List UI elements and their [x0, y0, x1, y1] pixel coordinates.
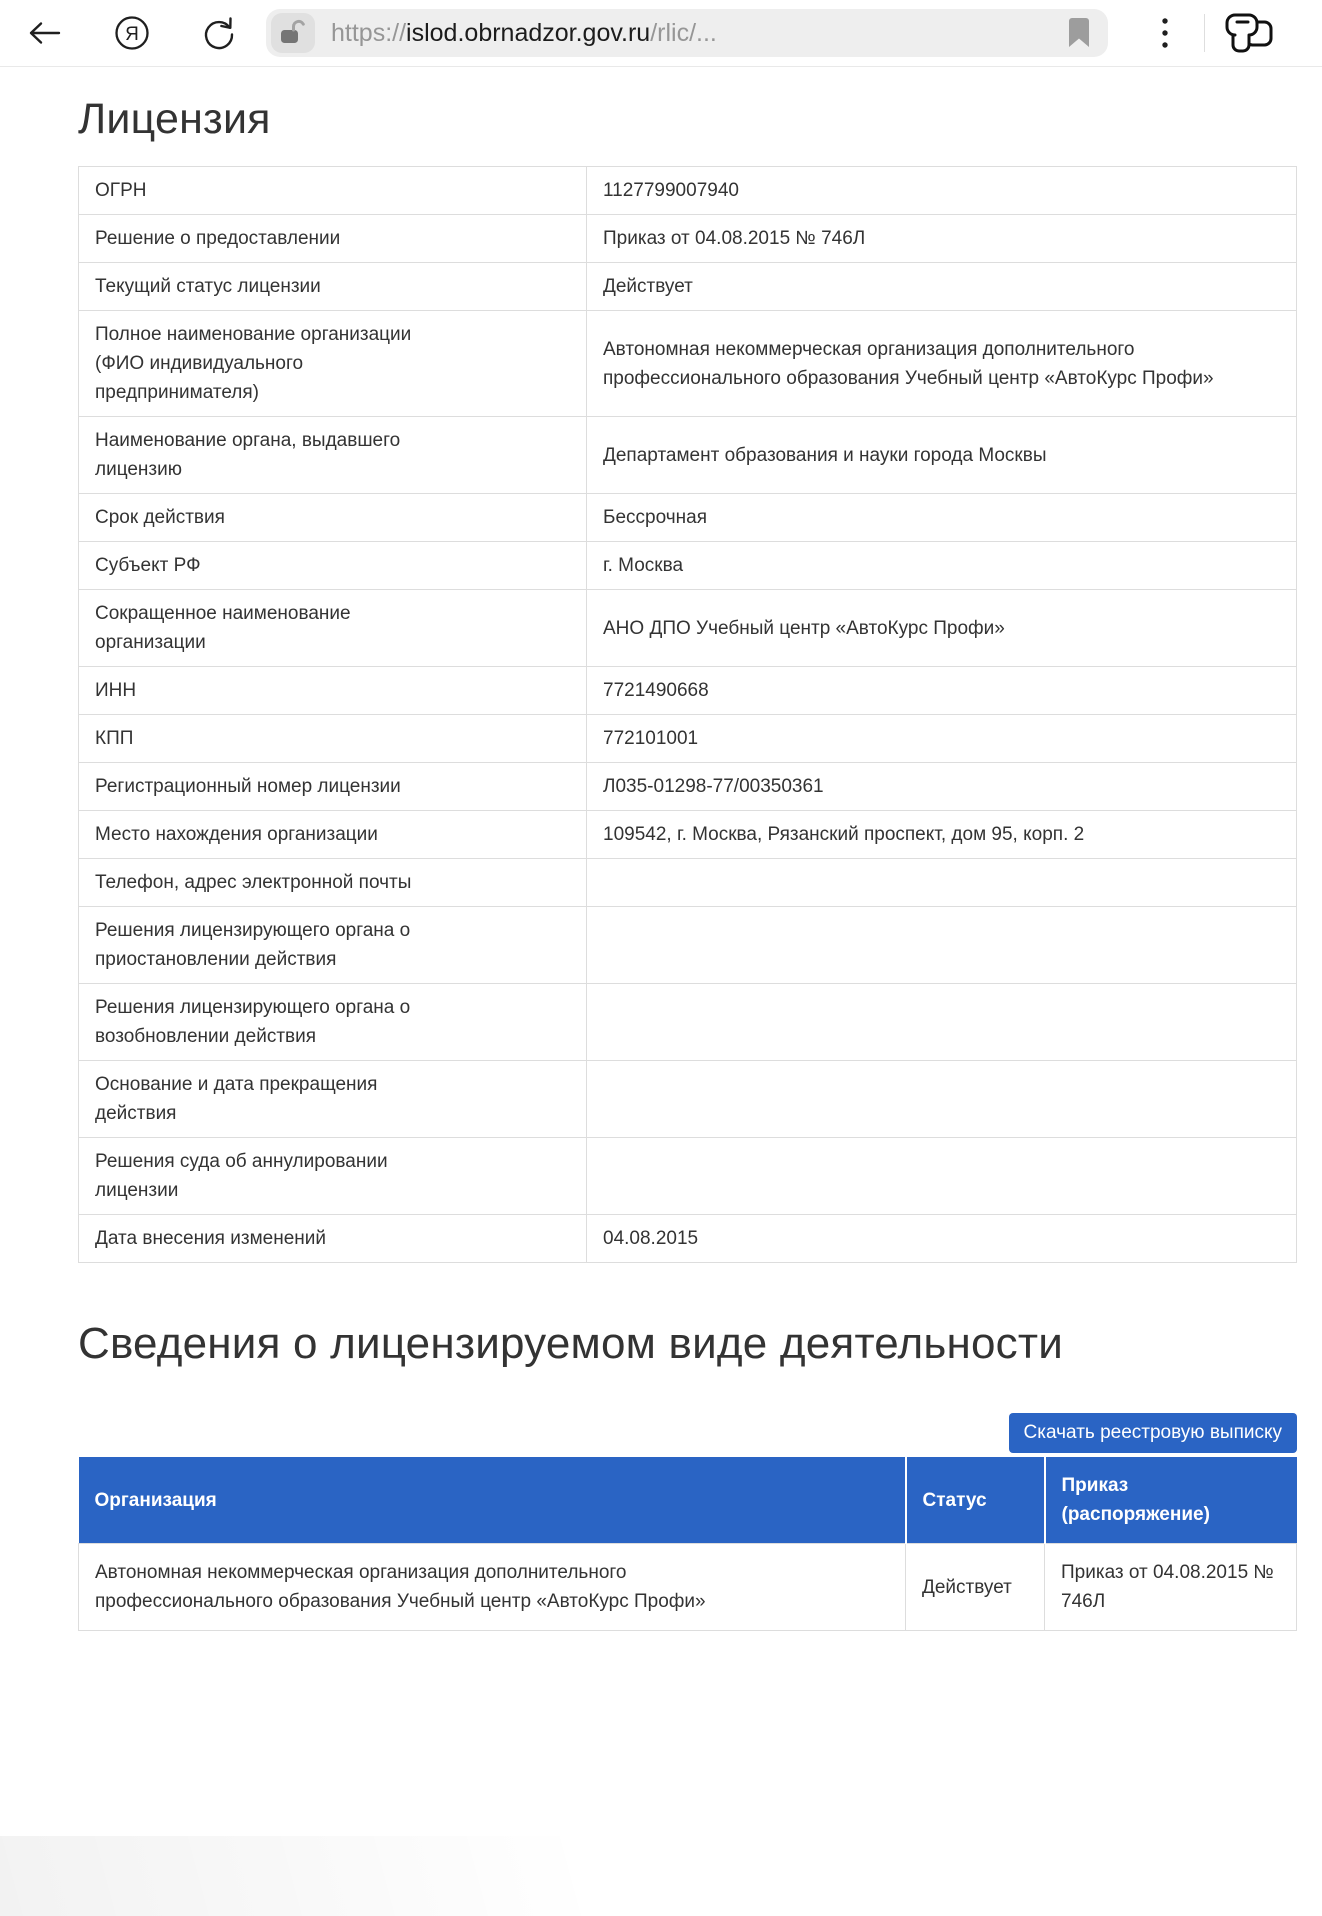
table-row	[79, 167, 1297, 215]
page-bottom-shade	[0, 1836, 1322, 1916]
kebab-menu-icon	[1160, 16, 1170, 50]
browser-toolbar	[0, 0, 1322, 67]
field-label: Срок действия	[79, 494, 587, 542]
tabs-icon	[1223, 11, 1275, 55]
registry-status-cell: Действует	[906, 1544, 1045, 1631]
page-title: Лицензия	[78, 95, 271, 143]
download-registry-extract-button[interactable]: Скачать реестровую выписку	[1009, 1413, 1297, 1453]
table-row	[79, 763, 1297, 811]
column-header-status: Статус	[906, 1457, 1045, 1544]
tabs-button[interactable]	[1221, 9, 1277, 57]
column-header-order: Приказ (распоряжение)	[1045, 1457, 1297, 1544]
field-label: Дата внесения изменений	[79, 1215, 587, 1263]
field-value: Автономная некоммерческая организация дополнительного профессионального образования Учебный центр «АвтоКурс Профи»	[587, 311, 1297, 417]
field-value	[587, 1061, 1297, 1138]
field-value: 1127799007940	[587, 167, 1297, 215]
field-label: ИНН	[79, 667, 587, 715]
url-host: islod.obrnadzor.gov.ru	[406, 18, 651, 47]
field-value	[587, 859, 1297, 907]
field-value: Л035-01298-77/00350361	[587, 763, 1297, 811]
field-label: Текущий статус лицензии	[79, 263, 587, 311]
table-row	[79, 907, 1297, 984]
field-value: АНО ДПО Учебный центр «АвтоКурс Профи»	[587, 590, 1297, 667]
field-value: 7721490668	[587, 667, 1297, 715]
field-label: Сокращенное наименование организации	[79, 590, 587, 667]
site-security-badge[interactable]	[271, 13, 315, 53]
registry-organization-cell: Автономная некоммерческая организация дополнительного профессионального образования Учебный центр «АвтоКурс Профи»	[79, 1544, 906, 1631]
back-button[interactable]	[24, 13, 64, 53]
field-label: Решения лицензирующего органа о приостановлении действия	[79, 907, 587, 984]
column-header-organization: Организация	[79, 1457, 906, 1544]
field-value: 04.08.2015	[587, 1215, 1297, 1263]
table-row	[79, 311, 1297, 417]
table-row	[79, 542, 1297, 590]
table-row	[79, 590, 1297, 667]
section-title: Сведения о лицензируемом виде деятельности	[78, 1319, 1064, 1368]
license-details-table	[78, 166, 1297, 1263]
field-label: Полное наименование организации (ФИО индивидуального предпринимателя)	[79, 311, 587, 417]
field-value	[587, 984, 1297, 1061]
field-label: Решения лицензирующего органа о возобновлении действия	[79, 984, 587, 1061]
field-value: Бессрочная	[587, 494, 1297, 542]
reload-icon	[199, 13, 239, 53]
table-row	[79, 263, 1297, 311]
url-path: /rlic/...	[650, 18, 717, 47]
registry-row	[79, 1544, 1297, 1631]
table-row	[79, 215, 1297, 263]
bookmark-icon	[1067, 18, 1091, 48]
registry-table	[78, 1457, 1297, 1631]
field-value: Департамент образования и науки города Москвы	[587, 417, 1297, 494]
table-row	[79, 1138, 1297, 1215]
field-label: Регистрационный номер лицензии	[79, 763, 587, 811]
registry-order-cell: Приказ от 04.08.2015 № 746Л	[1045, 1544, 1297, 1631]
field-label: Наименование органа, выдавшего лицензию	[79, 417, 587, 494]
table-row	[79, 715, 1297, 763]
table-row	[79, 811, 1297, 859]
field-label: КПП	[79, 715, 587, 763]
back-arrow-icon	[26, 15, 62, 51]
reload-button[interactable]	[198, 12, 240, 54]
field-value: Действует	[587, 263, 1297, 311]
registry-header-row	[79, 1457, 1297, 1544]
yandex-home-button[interactable]	[110, 11, 154, 55]
field-value: Приказ от 04.08.2015 № 746Л	[587, 215, 1297, 263]
page-content	[78, 95, 1297, 1631]
table-row	[79, 667, 1297, 715]
table-row	[79, 984, 1297, 1061]
field-label: Основание и дата прекращения действия	[79, 1061, 587, 1138]
table-row	[79, 859, 1297, 907]
svg-text:Я: Я	[125, 24, 139, 45]
open-lock-icon	[278, 18, 308, 49]
field-label: Телефон, адрес электронной почты	[79, 859, 587, 907]
address-bar[interactable]	[266, 9, 1108, 57]
field-label: ОГРН	[79, 167, 587, 215]
field-value	[587, 907, 1297, 984]
field-label: Решения суда об аннулировании лицензии	[79, 1138, 587, 1215]
table-row	[79, 494, 1297, 542]
url-text	[331, 19, 1064, 48]
toolbar-divider	[1204, 14, 1205, 52]
field-label: Место нахождения организации	[79, 811, 587, 859]
field-value	[587, 1138, 1297, 1215]
table-row	[79, 1061, 1297, 1138]
browser-menu-button[interactable]	[1148, 13, 1182, 53]
field-value: г. Москва	[587, 542, 1297, 590]
bookmark-button[interactable]	[1064, 16, 1094, 50]
table-row	[79, 1215, 1297, 1263]
table-row	[79, 417, 1297, 494]
url-scheme: https://	[331, 18, 407, 47]
field-value: 109542, г. Москва, Рязанский проспект, дом 95, корп. 2	[587, 811, 1297, 859]
field-label: Субъект РФ	[79, 542, 587, 590]
yandex-logo-icon	[111, 12, 153, 54]
field-value: 772101001	[587, 715, 1297, 763]
field-label: Решение о предоставлении	[79, 215, 587, 263]
